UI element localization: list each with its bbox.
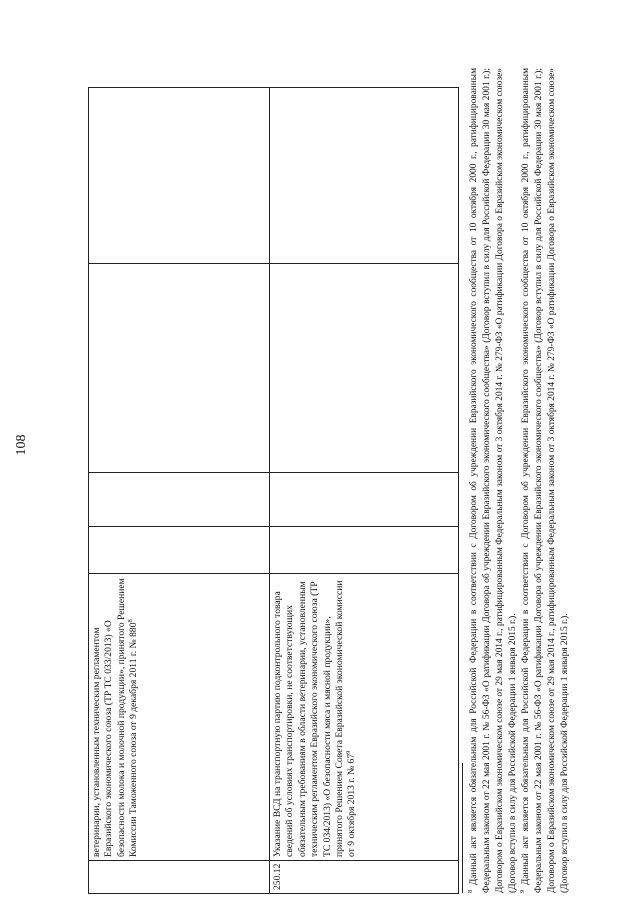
table-cell	[270, 526, 459, 573]
table-row	[89, 87, 270, 893]
footnote-ref: 8	[127, 619, 135, 623]
regulation-table	[88, 87, 459, 894]
footnote	[520, 68, 572, 893]
table-cell	[270, 87, 459, 263]
table-cell	[89, 263, 270, 472]
table-row	[270, 87, 459, 893]
violation-description-cell	[89, 573, 270, 860]
violation-description: ветеринарии, установленным техническим регламентом Евразийского экономического союза (ТР ТС 033/2013) «О безопасности молока и молочной продукции», принятого Решением Комиссии Таможенного союза от 9 декабря 2011 г. № 880	[91, 578, 140, 857]
row-number-cell	[270, 861, 459, 894]
table-cell	[270, 263, 459, 472]
footnote-ref: 9	[345, 750, 353, 754]
footnote-mark: 9	[518, 889, 526, 893]
page-number: 108	[14, 434, 29, 456]
footnote-separator	[462, 763, 463, 893]
table-cell	[89, 526, 270, 573]
footnote	[468, 68, 520, 893]
footnote-text: Данный акт является обязательным для Российской Федерации в соответствии с Договором об учреждении Евразийского экономического сообщества от 10 октября 2000 г., ратифицированным Федеральным законом от 22 мая 2001 г. № 56-ФЗ «О ратификации Договора об учреждении Евразийского экономического сообщества» (Договор вступил в силу для Российской Федерации 30 мая 2001 г.); Договором о Евразийском экономическом союзе от 29 мая 2014 г., ратифицированным Федеральным законом от 3 октября 2014 г. № 279-ФЗ «О ратификации Договора о Евразийском экономическом союзе» (Договор вступил в силу для Российской Федерации 1 января 2015 г.).	[469, 68, 518, 893]
footnote-text: Данный акт является обязательным для Российской Федерации в соответствии с Договором об учреждении Евразийского экономического сообщества от 10 октября 2000 г., ратифицированным Федеральным законом от 22 мая 2001 г. № 56-ФЗ «О ратификации Договора об учреждении Евразийского экономического сообщества» (Договор вступил в силу для Российской Федерации 30 мая 2001 г.); Договором о Евразийском экономическом союзе от 29 мая 2014 г., ратифицированным Федеральным законом от 3 октября 2014 г. № 279-ФЗ «О ратификации Договора о Евразийском экономическом союзе» (Договор вступил в силу для Российской Федерации 1 января 2015 г.).	[521, 68, 570, 893]
footnotes	[468, 68, 572, 893]
footnote-mark: 8	[466, 889, 474, 893]
table-cell	[270, 472, 459, 526]
violation-description-cell	[270, 573, 459, 860]
table-cell	[89, 472, 270, 526]
table-cell	[89, 87, 270, 263]
violation-description: Указание ВСД на транспортную партию подконтрольного товара сведений об условиях транспортировки, не соответствующих обязательным требованиям в области ветеринарии, установленным техническим регламентом Евразийского экономического союза (ТР ТС 034/2013) «О безопасности мяса и мясной продукции», принятого Решением Совета Евразийской экономической комиссии от 9 октября 2013 г. № 67	[272, 580, 358, 857]
row-number-cell	[89, 861, 270, 894]
row-number: 250.12	[272, 863, 283, 890]
